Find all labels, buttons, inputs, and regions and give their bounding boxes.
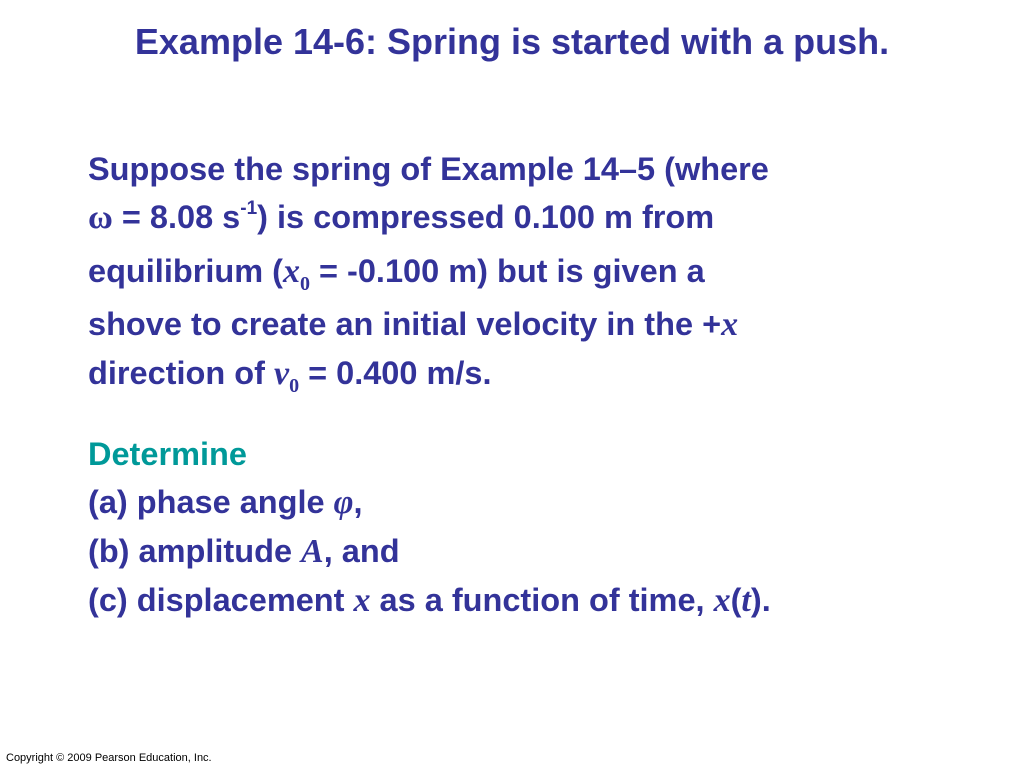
problem-line-1: Suppose the spring of Example 14–5 (where (88, 151, 769, 187)
paren-close: ). (750, 582, 771, 618)
part-b-end: , and (323, 533, 400, 569)
problem-line-4 (88, 300, 988, 349)
question-parts (88, 478, 988, 625)
v-subscript: 0 (289, 375, 300, 397)
t-symbol: t (741, 582, 751, 619)
compression-text: ) is compressed 0.100 m from (257, 199, 715, 235)
part-c-mid: as a function of time, (370, 582, 714, 618)
omega-symbol: ω (88, 199, 113, 236)
v0-value: = 0.400 m/s. (299, 355, 492, 391)
equilibrium-text: equilibrium ( (88, 253, 283, 289)
part-a-text: (a) phase angle (88, 484, 334, 520)
phi-symbol: φ (333, 484, 354, 521)
exponent: -1 (240, 198, 258, 219)
direction-text: direction of (88, 355, 274, 391)
displacement-symbol: x (353, 582, 371, 619)
function-x-symbol: x (713, 582, 731, 619)
x-direction-symbol: x (721, 306, 739, 343)
problem-statement (88, 145, 988, 402)
part-b-text: (b) amplitude (88, 533, 302, 569)
shove-text: shove to create an initial velocity in the + (88, 306, 722, 342)
x0-value: = -0.100 m) but is given a (310, 253, 705, 289)
v-symbol: v (273, 355, 290, 392)
part-c-text: (c) displacement (88, 582, 354, 618)
omega-value: = 8.08 s (112, 199, 241, 235)
determine-heading: Determine (88, 436, 247, 472)
slide-title: Example 14-6: Spring is started with a push. (134, 21, 890, 62)
copyright-notice: Copyright © 2009 Pearson Education, Inc. (6, 752, 212, 764)
x-subscript: 0 (300, 273, 310, 295)
problem-line-3 (88, 247, 988, 300)
problem-line-2 (88, 193, 988, 247)
amplitude-symbol: A (301, 533, 324, 570)
part-a-end: , (353, 484, 363, 520)
part-c (88, 576, 988, 625)
x-symbol: x (283, 253, 300, 290)
part-b (88, 527, 988, 576)
problem-line-5 (88, 349, 988, 402)
part-a (88, 478, 988, 527)
paren-open: ( (730, 582, 742, 618)
